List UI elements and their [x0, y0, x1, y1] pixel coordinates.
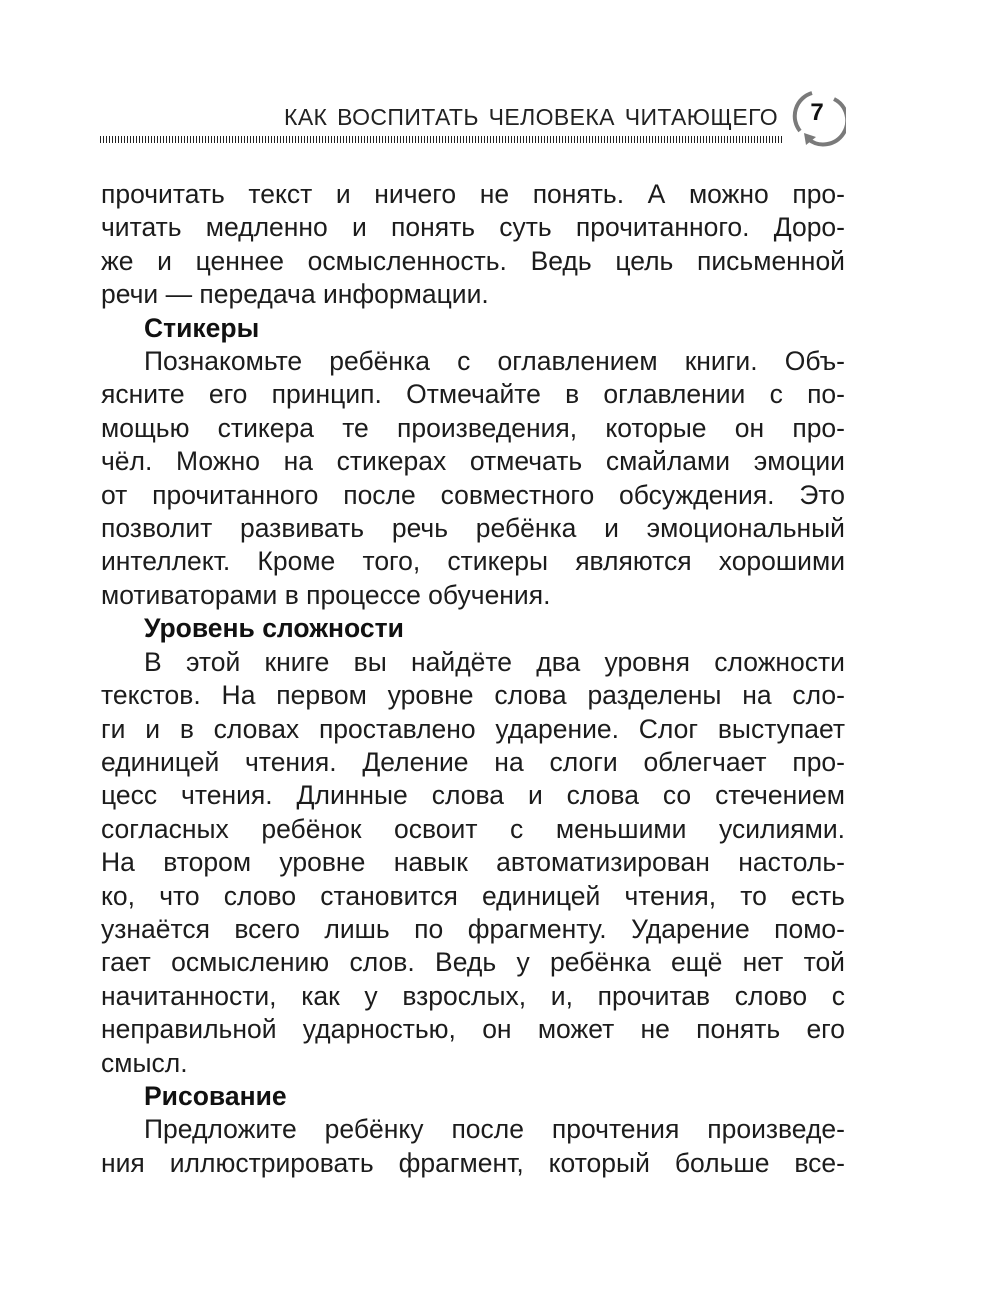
text-line: ко, что слово становится единицей чтения, то есть [101, 880, 845, 911]
text-line: позволит развивать речь ребёнка и эмоциональный [101, 513, 845, 544]
running-title: КАК ВОСПИТАТЬ ЧЕЛОВЕКА ЧИТАЮЩЕГО [284, 104, 778, 130]
text-line: В этой книге вы найдёте два уровня сложности [144, 646, 845, 677]
text-line: текстов. На первом уровне слова разделены на сло- [101, 680, 845, 711]
stickers-paragraph [101, 345, 845, 612]
text-line: же и ценнее осмысленность. Ведь цель письменной [101, 245, 845, 276]
text-line: начитанности, как у взрослых, и, прочитав слово с [101, 980, 845, 1011]
page-number: 7 [810, 99, 824, 126]
running-header [100, 92, 784, 146]
text-line: мотиваторами в процессе обучения. [101, 579, 551, 610]
text-line: от прочитанного после совместного обсуждения. Это [101, 479, 845, 510]
text-line: ясните его принцип. Отмечайте в оглавлении с по- [101, 379, 845, 410]
text-body [101, 178, 845, 1180]
intro-paragraph [101, 178, 845, 312]
text-line: прочитать текст и ничего не понять. А можно про- [101, 179, 845, 209]
text-line: речи — передача информации. [101, 279, 489, 310]
text-line: На втором уровне навык автоматизирован настоль- [101, 847, 845, 878]
text-line: Познакомьте ребёнка с оглавлением книги. Объ- [144, 346, 845, 377]
drawing-paragraph [101, 1113, 845, 1180]
difficulty-paragraph [101, 646, 845, 1080]
text-line: мощью стикера те произведения, которые он про- [101, 412, 845, 443]
text-line: ния иллюстрировать фрагмент, который больше все- [101, 1147, 845, 1178]
text-line: единицей чтения. Деление на слоги облегчает про- [101, 746, 845, 777]
text-line: согласных ребёнок освоит с меньшими усилиями. [101, 813, 845, 844]
text-line: ги и в словах проставлено ударение. Слог выступает [101, 713, 845, 744]
section-heading-stickers: Стикеры [144, 312, 260, 343]
page-number-badge [790, 87, 846, 147]
text-line: читать медленно и понять суть прочитанного. Доро- [101, 212, 845, 243]
section-heading-drawing: Рисование [144, 1080, 287, 1111]
text-line: смысл. [101, 1047, 188, 1078]
text-line: чёл. Можно на стикерах отмечать смайлами эмоции [101, 446, 845, 477]
text-line: цесс чтения. Длинные слова и слова со стечением [101, 780, 845, 811]
text-line: узнаётся всего лишь по фрагменту. Ударение помо- [101, 913, 845, 944]
text-line: интеллект. Кроме того, стикеры являются хорошими [101, 546, 845, 577]
text-line: гает осмыслению слов. Ведь у ребёнка ещё нет той [101, 947, 845, 978]
header-hatched-rule [100, 136, 784, 143]
text-line: Предложите ребёнку после прочтения произведе- [144, 1114, 845, 1145]
section-heading-difficulty-level: Уровень сложности [144, 613, 404, 644]
text-line: неправильной ударностью, он может не понять его [101, 1014, 845, 1045]
